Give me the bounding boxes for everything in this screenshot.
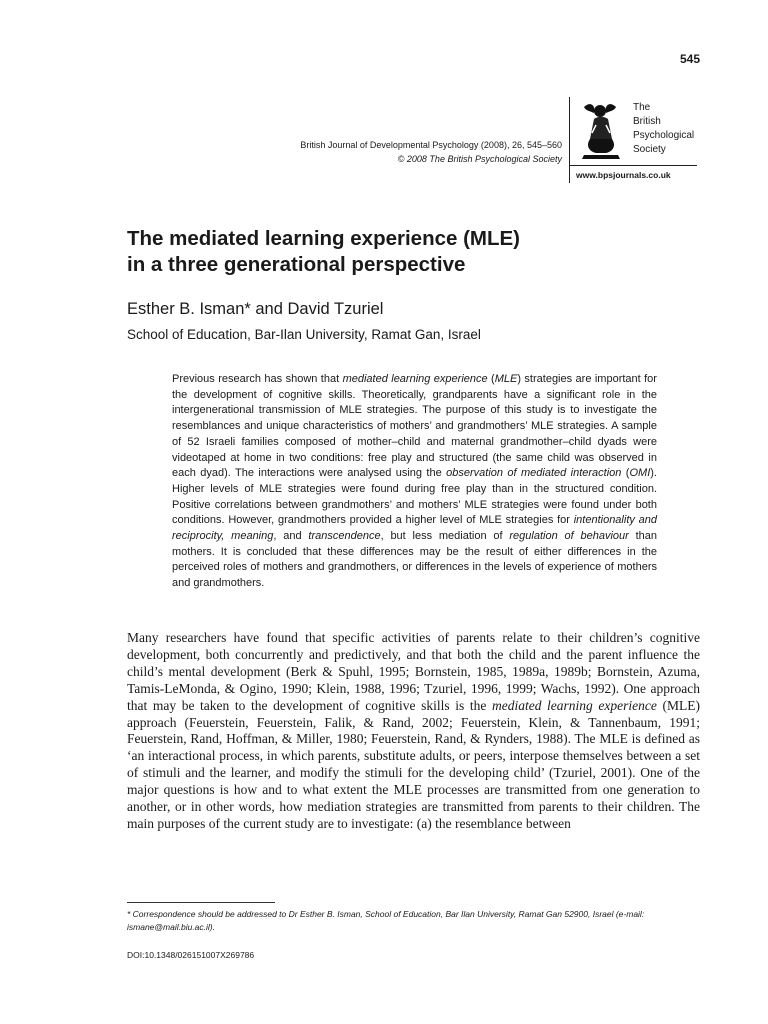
article-title-line2: in a three generational perspective [127,253,466,276]
doi: DOI:10.1348/026151007X269786 [127,950,255,960]
abstract-emphasis: OMI [629,467,651,480]
abstract-text: Previous research has shown that [172,373,343,385]
abstract-emphasis: transcendence [308,530,381,543]
bps-psyche-logo-icon [576,99,626,161]
abstract-text: ( [621,467,630,480]
abstract-emphasis: intentionality and reciprocity, meaning [172,514,658,543]
publisher-name-line: British [633,116,661,127]
publisher-name [633,101,694,157]
publisher-name-line: Society [633,144,666,155]
abstract-text: ). Higher levels of MLE strategies were found during free play than in the structured condition. Positive correlations between grandmothers’ and mothers’ MLE strategies were found under both conditions. However, grandmothers provided a higher level of MLE strategies for [172,467,657,527]
page-number: 545 [679,52,700,66]
correspondence-footnote: * Correspondence should be addressed to Dr Esther B. Isman, School of Education, Bar Ilan University, Ramat Gan 52900, Israel (e-mail: ismane@mail.biu.ac.il). [127,909,645,932]
article-title-line1: The mediated learning experience (MLE) [127,227,521,250]
article-affiliation: School of Education, Bar-Ilan University, Ramat Gan, Israel [127,327,481,342]
article-title [127,226,707,278]
body-paragraph [127,630,700,833]
publisher-name-line: Psychological [633,130,695,141]
abstract-emphasis: MLE [494,373,518,385]
footnote-divider [127,902,275,903]
article-authors: Esther B. Isman* and David Tzuriel [127,300,384,318]
body-text: Many researchers have found that specific activities of parents relate to their children’s cognitive development, both concurrently and predictively, and that both the child and the parent influence the child’s mental development (Berk & Spuhl, 1995; Bornstein, 1985, 1989a, 1989b; Bornstein, Azuma, Tamis-LeMonda, & Ogino, 1990; Klein, 1988, 1996; Tzuriel, 1996, 1999; Wachs, 1992). One approach that may be taken to the development of cognitive skills is the [127,630,700,713]
publisher-name-line: The [633,102,651,113]
abstract-emphasis: mediated learning experience [342,373,488,385]
abstract-text: , and [273,530,309,543]
header-divider-horizontal [569,165,697,166]
abstract-text: than mothers. It is concluded that these differences may be the result of either differences in the perceived roles of mothers and grandmothers, or differences in the levels of experience of mothers and grandmothers. [172,530,658,590]
abstract [172,372,657,592]
body-text: (MLE) approach (Feuerstein, Feuerstein, Falik, & Rand, 2002; Feuerstein, Klein, & Tannenbaum, 1991; Feuerstein, Rand, Hoffman, & Miller, 1980; Feuerstein, Rand, & Rynders, 1988). The MLE is defined as ‘an interactional process, in which parents, substitute adults, or peers, interpose themselves between a set of stimuli and the learner, and modify the stimuli for the developing child’ (Tzuriel, 2001). One of the major questions is how and to what extent the MLE processes are transmitted from one generation to another, or in other words, how mediation strategies are transmitted from parents to their children. The main purposes of the current study are to investigate: (a) the resemblance between [127,697,700,831]
publisher-url-link[interactable]: www.bpsjournals.co.uk [576,170,671,180]
abstract-text: ( [487,373,495,385]
header-divider-vertical [569,97,570,183]
abstract-emphasis: observation of mediated interaction [446,467,622,480]
abstract-text: , but less mediation of [380,530,510,543]
abstract-text: ) strategies are important for the development of cognitive skills. Theoretically, grandparents have a significant role in the intergenerational transmission of MLE strategies. The purpose of this study is to investigate the resemblances and unique characteristics of mothers’ and grandmothers’ MLE strategies. A sample of 52 Israeli families composed of mother–child and maternal grandmother–child dyads were videotaped at home in two conditions: free play and structured (the same child was observed in each dyad). The interactions were analysed using the [172,373,657,480]
journal-copyright: © 2008 The British Psychological Society [397,154,562,164]
body-emphasis: mediated learning experience [491,697,657,713]
journal-info [182,138,562,166]
journal-citation: British Journal of Developmental Psychology (2008), 26, 545–560 [300,140,562,150]
abstract-emphasis: regulation of behaviour [509,530,629,543]
